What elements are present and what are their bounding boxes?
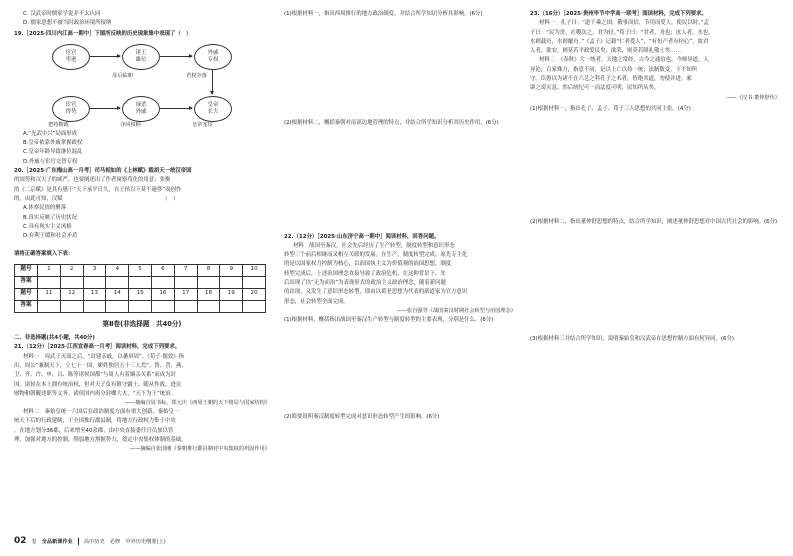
q23-line: 23.（16分）［2025·贵州毕节中学高一联考］阅读材料，完成下列要求。 [530, 11, 707, 17]
q23-line: 材料二 《春秋》大一统者，天地之常经，古今之通谊也。今师异道，人 [539, 57, 709, 64]
answer-cell[interactable] [129, 300, 152, 312]
q20-option-a: A.体察民情的聚落 [23, 205, 67, 212]
diagram-node: 禄杀 外戚 [122, 96, 160, 122]
question-number-cell: 14 [106, 288, 129, 300]
diagram-node: 外戚 专权 [194, 44, 232, 70]
question-number-cell: 1 [38, 264, 61, 276]
prev-option-c: C. 汉武帝时儒家学说并不太认同 [23, 11, 101, 17]
q23-line: 异论，百家殊方，指意不同，是以上亡以持一统；法制数变，下不知所 [530, 66, 698, 73]
arrow [90, 56, 120, 57]
q22-line: 材料 战国至秦汉，社会先后经历了生产转型，制度转型和意识形态 [293, 242, 455, 249]
q21-line: 国。诸侯在本土拥有统治权，但对天子负有镇守疆土、随从作战、进贡 [14, 381, 182, 388]
question-number-cell: 17 [174, 288, 197, 300]
table-row [15, 264, 266, 276]
diagram-label: 把持朝政 [48, 121, 69, 128]
question-number-cell: 16 [151, 288, 174, 300]
diagram-node: 宦官 得势 [52, 96, 90, 122]
question-number-cell: 3 [83, 264, 106, 276]
q22-line: 22.（12分）［2025·山东济宁高一期中］阅读材料，回答问题。 [284, 233, 440, 240]
part2-section: 二、非选择题(共4小题，共40分) [14, 335, 95, 342]
question-number-cell: 13 [83, 288, 106, 300]
table-head-cell: 题号 [15, 288, 38, 300]
question-number-cell: 2 [60, 264, 83, 276]
answer-table [14, 264, 266, 313]
q23-sub2: (2)根据材料二，指出董仲舒思想的特点，结合所学知识，阐述董仲舒思想对中国古代社会的影响。(6分) [530, 218, 778, 225]
q21-line: 21.（12分）［2025·江西宜春高一月考］阅读材料，完成下列要求。 [14, 344, 181, 351]
answer-cell[interactable] [151, 276, 174, 288]
q21-line: 卫、齐、许、申、吕、陈等诸侯国都“与周人有着姻亲关系”而成为封 [14, 372, 176, 379]
answer-cell[interactable] [83, 300, 106, 312]
answer-cell[interactable] [174, 300, 197, 312]
q22-source: ——张自强等《战国秦汉时期社会转型与治国理念》 [396, 307, 516, 314]
page-number: 02 [14, 536, 27, 546]
q20-line: 20.［2025·广东梅山高一月考］司马相如的《上林赋》载胡天一统汉帝国 [14, 168, 192, 175]
answer-cell[interactable] [106, 300, 129, 312]
footer-label: 高中历史 必修 中外历史纲要(上) [83, 538, 166, 545]
q19-diagram [44, 42, 244, 128]
q22-line: 的是以国家权力控制为核心，以治国执主义为价值观的治国思想，制度 [284, 261, 452, 268]
answer-cell[interactable] [60, 276, 83, 288]
q22-line: 的出现，又发生了意识形态转型，即由以黄老思想为代表的新道家为官方意识 [284, 289, 468, 296]
question-number-cell: 4 [106, 264, 129, 276]
q23-line: 子曰：“民为贵，社稷次之，君为轻。”荀子曰：“君者，舟也；庶人者，水也， [530, 29, 714, 36]
q21-line: 。在地方划分36郡，后来增至40余郡，由中央直接委任官员加以管 [14, 427, 174, 434]
q21-sub1: (1)根据材料一，指出西周推行的地方政治制度，并结合所学知识分析其影响。(6分) [284, 11, 483, 17]
question-number-cell: 5 [129, 264, 152, 276]
q23-line: 守。臣愚以为诸不在六艺之科孔子之术者，皆绝其道，勿使并进。邪 [530, 76, 692, 83]
question-number-cell: 11 [38, 288, 61, 300]
q22-sub1: (1)根据材料，概括指出战国至秦汉生产转型与制度转型的主要表现，分别是什么。(6分) [284, 316, 494, 323]
footer-label: 卷 [31, 538, 37, 545]
diagram-node: 诸王 雄位 [122, 44, 160, 70]
question-number-cell: 10 [243, 264, 266, 276]
diagram-label: 母后临朝 [112, 72, 133, 79]
q23-sub1: (1)根据材料一，指出孔子、孟子、荀子三人思想的共同主张。(4分) [530, 105, 691, 112]
question-number-cell: 15 [129, 288, 152, 300]
diagram-label: 皇帝宠宦 [192, 121, 213, 128]
left-column [14, 10, 270, 454]
answer-cell[interactable] [174, 276, 197, 288]
q21-source: ——摘编自张国刚《秦朝推行郡县制对中央集权的巩固作用》 [129, 446, 270, 453]
table-head-cell: 答案 [15, 276, 38, 288]
table-row [15, 276, 266, 288]
q21-line: 出，周公“兼制天下，立七十一国，姬姓独居五十三人焉”。鲁、晋、燕、 [14, 362, 187, 369]
question-number-cell: 8 [197, 264, 220, 276]
q22-sub2: (2)简要说明秦汉制度转型完成对意识形态转型产生的影响。(6分) [284, 414, 440, 421]
q20-line: 的《二京赋》是其有感于“天下承平日久，自王侯以下莫不逾侈”而创作 [14, 186, 182, 193]
q23-line: 辟之说灭息，然后统纪可一而法度可明，民知所从矣。 [530, 85, 660, 92]
answer-cell[interactable] [60, 300, 83, 312]
footer-divider [78, 538, 79, 545]
answer-space[interactable] [284, 325, 516, 413]
answer-cell[interactable] [38, 300, 61, 312]
diagram-label: 君权旁落 [186, 72, 207, 79]
answer-cell[interactable] [106, 276, 129, 288]
q20-line: 的。由此可知，汉赋 （ ） [14, 195, 179, 202]
page-footer [14, 536, 166, 546]
question-number-cell: 9 [220, 264, 243, 276]
q19-option-c: C.皇帝年龄导致继位混乱 [23, 149, 83, 156]
answer-cell[interactable] [220, 276, 243, 288]
answer-cell[interactable] [197, 300, 220, 312]
q23-line: 人者，欲安，则莫若平政爱民矣；欲荣，则莫若隆礼敬士矣…… [530, 48, 681, 55]
answer-space[interactable] [284, 129, 516, 233]
table-row [15, 288, 266, 300]
footer-label: 全品新课作业 [41, 538, 73, 545]
part2-title: 第Ⅱ卷(非选择题 共40分) [102, 319, 182, 328]
answer-cell[interactable] [220, 300, 243, 312]
q19-option-a: A.“光武中兴”局面形成 [23, 130, 78, 137]
answer-cell[interactable] [129, 276, 152, 288]
diagram-node: 宦官 卑逊 [52, 44, 90, 70]
q23-line: 材料一 孔子曰：“道千乘之国，敬事而信，节用而爱人，使民以时。”孟 [539, 20, 709, 27]
q21-line: 理，加强对地方的控制，削弱地方割据势力，奠定中央集权体制的基础。 [14, 436, 187, 443]
arrow [90, 108, 120, 109]
answer-cell[interactable] [243, 276, 266, 288]
q19-option-b: B.皇帝依靠外戚掌握政权 [23, 140, 83, 147]
q22-line: 形态，社会转型全面完成。 [284, 298, 349, 305]
q22-line: 后出现了以“无为而治”为表现形式的政治主义政治理念，随着新问题 [284, 280, 446, 287]
q20-line: 的国势和汉天子的威严，也要阐述出了作者窥察苟化的用意；张衡 [14, 177, 171, 184]
q19-stem: 19.［2025·四川内江高一期中］下图所反映的历史现象集中表现了（ ） [14, 30, 192, 37]
diagram-node: 皇帝 长大 [194, 96, 232, 122]
q20-option-d: D.有利于缓和社会矛盾 [23, 233, 78, 240]
right-column [530, 10, 780, 345]
question-number-cell: 7 [174, 264, 197, 276]
table-head-cell: 题号 [15, 264, 38, 276]
q20-option-c: C.具有现实主义风格 [23, 223, 72, 230]
answer-table-title: 请将正确答案填入下表： [14, 251, 74, 258]
answer-space[interactable] [530, 114, 780, 218]
table-row [15, 300, 266, 312]
q22-line: 转型完成后，上述治国理念直接导致了政治危机，在这种背景下，先 [284, 270, 446, 277]
arrow [160, 56, 192, 57]
diagram-label: 夺回权柄 [120, 121, 141, 128]
q19-option-d: D.外戚与宦官交替专权 [23, 158, 78, 165]
question-number-cell: 12 [60, 288, 83, 300]
arrow [212, 70, 213, 94]
question-number-cell: 19 [220, 288, 243, 300]
arrow [160, 108, 192, 109]
q20-option-b: B.真实反映了历史状况 [23, 214, 77, 221]
prev-option-d: D. 儒家思想不被当时政治环境所接纳 [23, 20, 112, 27]
answer-space[interactable] [530, 227, 780, 335]
q23-source: ——《汉书·董仲舒传》 [726, 94, 780, 101]
q21-line: 材料二 秦始皇统一六国后在政治制度方面有重大创新，秦始皇一 [23, 409, 180, 416]
question-number-cell: 20 [243, 288, 266, 300]
table-head-cell: 答案 [15, 300, 38, 312]
q22-line: 转型三个前后相继而又相互关联的发展。在生产，制度转型完成，原先专主化 [284, 252, 468, 259]
answer-cell[interactable] [38, 276, 61, 288]
q21-sub2: (2)根据材料二，概括秦朝对南部边地管理的特点，并结合所学知识分析其历史作用。(6分) [284, 120, 499, 127]
answer-cell[interactable] [197, 276, 220, 288]
q23-sub3: (3)根据材料三并结合所学知识，说明秦始皇和汉武帝在思想控制方面有何异同。(6分) [530, 336, 734, 343]
q21-line: 统天下后的行政建制，于全国推行郡县制，将地方行政权力集于中央 [14, 418, 176, 425]
answer-cell[interactable] [83, 276, 106, 288]
q21-line: 财物和朝觐述职等义务。诸侯国内再分封卿大夫，“天下为王”统治。 [14, 390, 176, 397]
q21-line: 材料一 周武王灭商之后，“封建亲戚，以蕃屏周”。《荀子·儒效》指 [23, 353, 184, 360]
q23-line: 水则载舟，水则覆舟。”《孟子》记载“仁者爱人”，“有恒产者有恒心”。故君 [530, 38, 709, 45]
question-number-cell: 6 [151, 264, 174, 276]
answer-cell[interactable] [243, 300, 266, 312]
answer-space[interactable] [284, 19, 516, 119]
q21-source: ——摘编自周书标，郑元庆《西周王朝的天下格局与国家结构》 [124, 400, 270, 407]
question-number-cell: 18 [197, 288, 220, 300]
answer-cell[interactable] [151, 300, 174, 312]
middle-column [284, 10, 516, 423]
